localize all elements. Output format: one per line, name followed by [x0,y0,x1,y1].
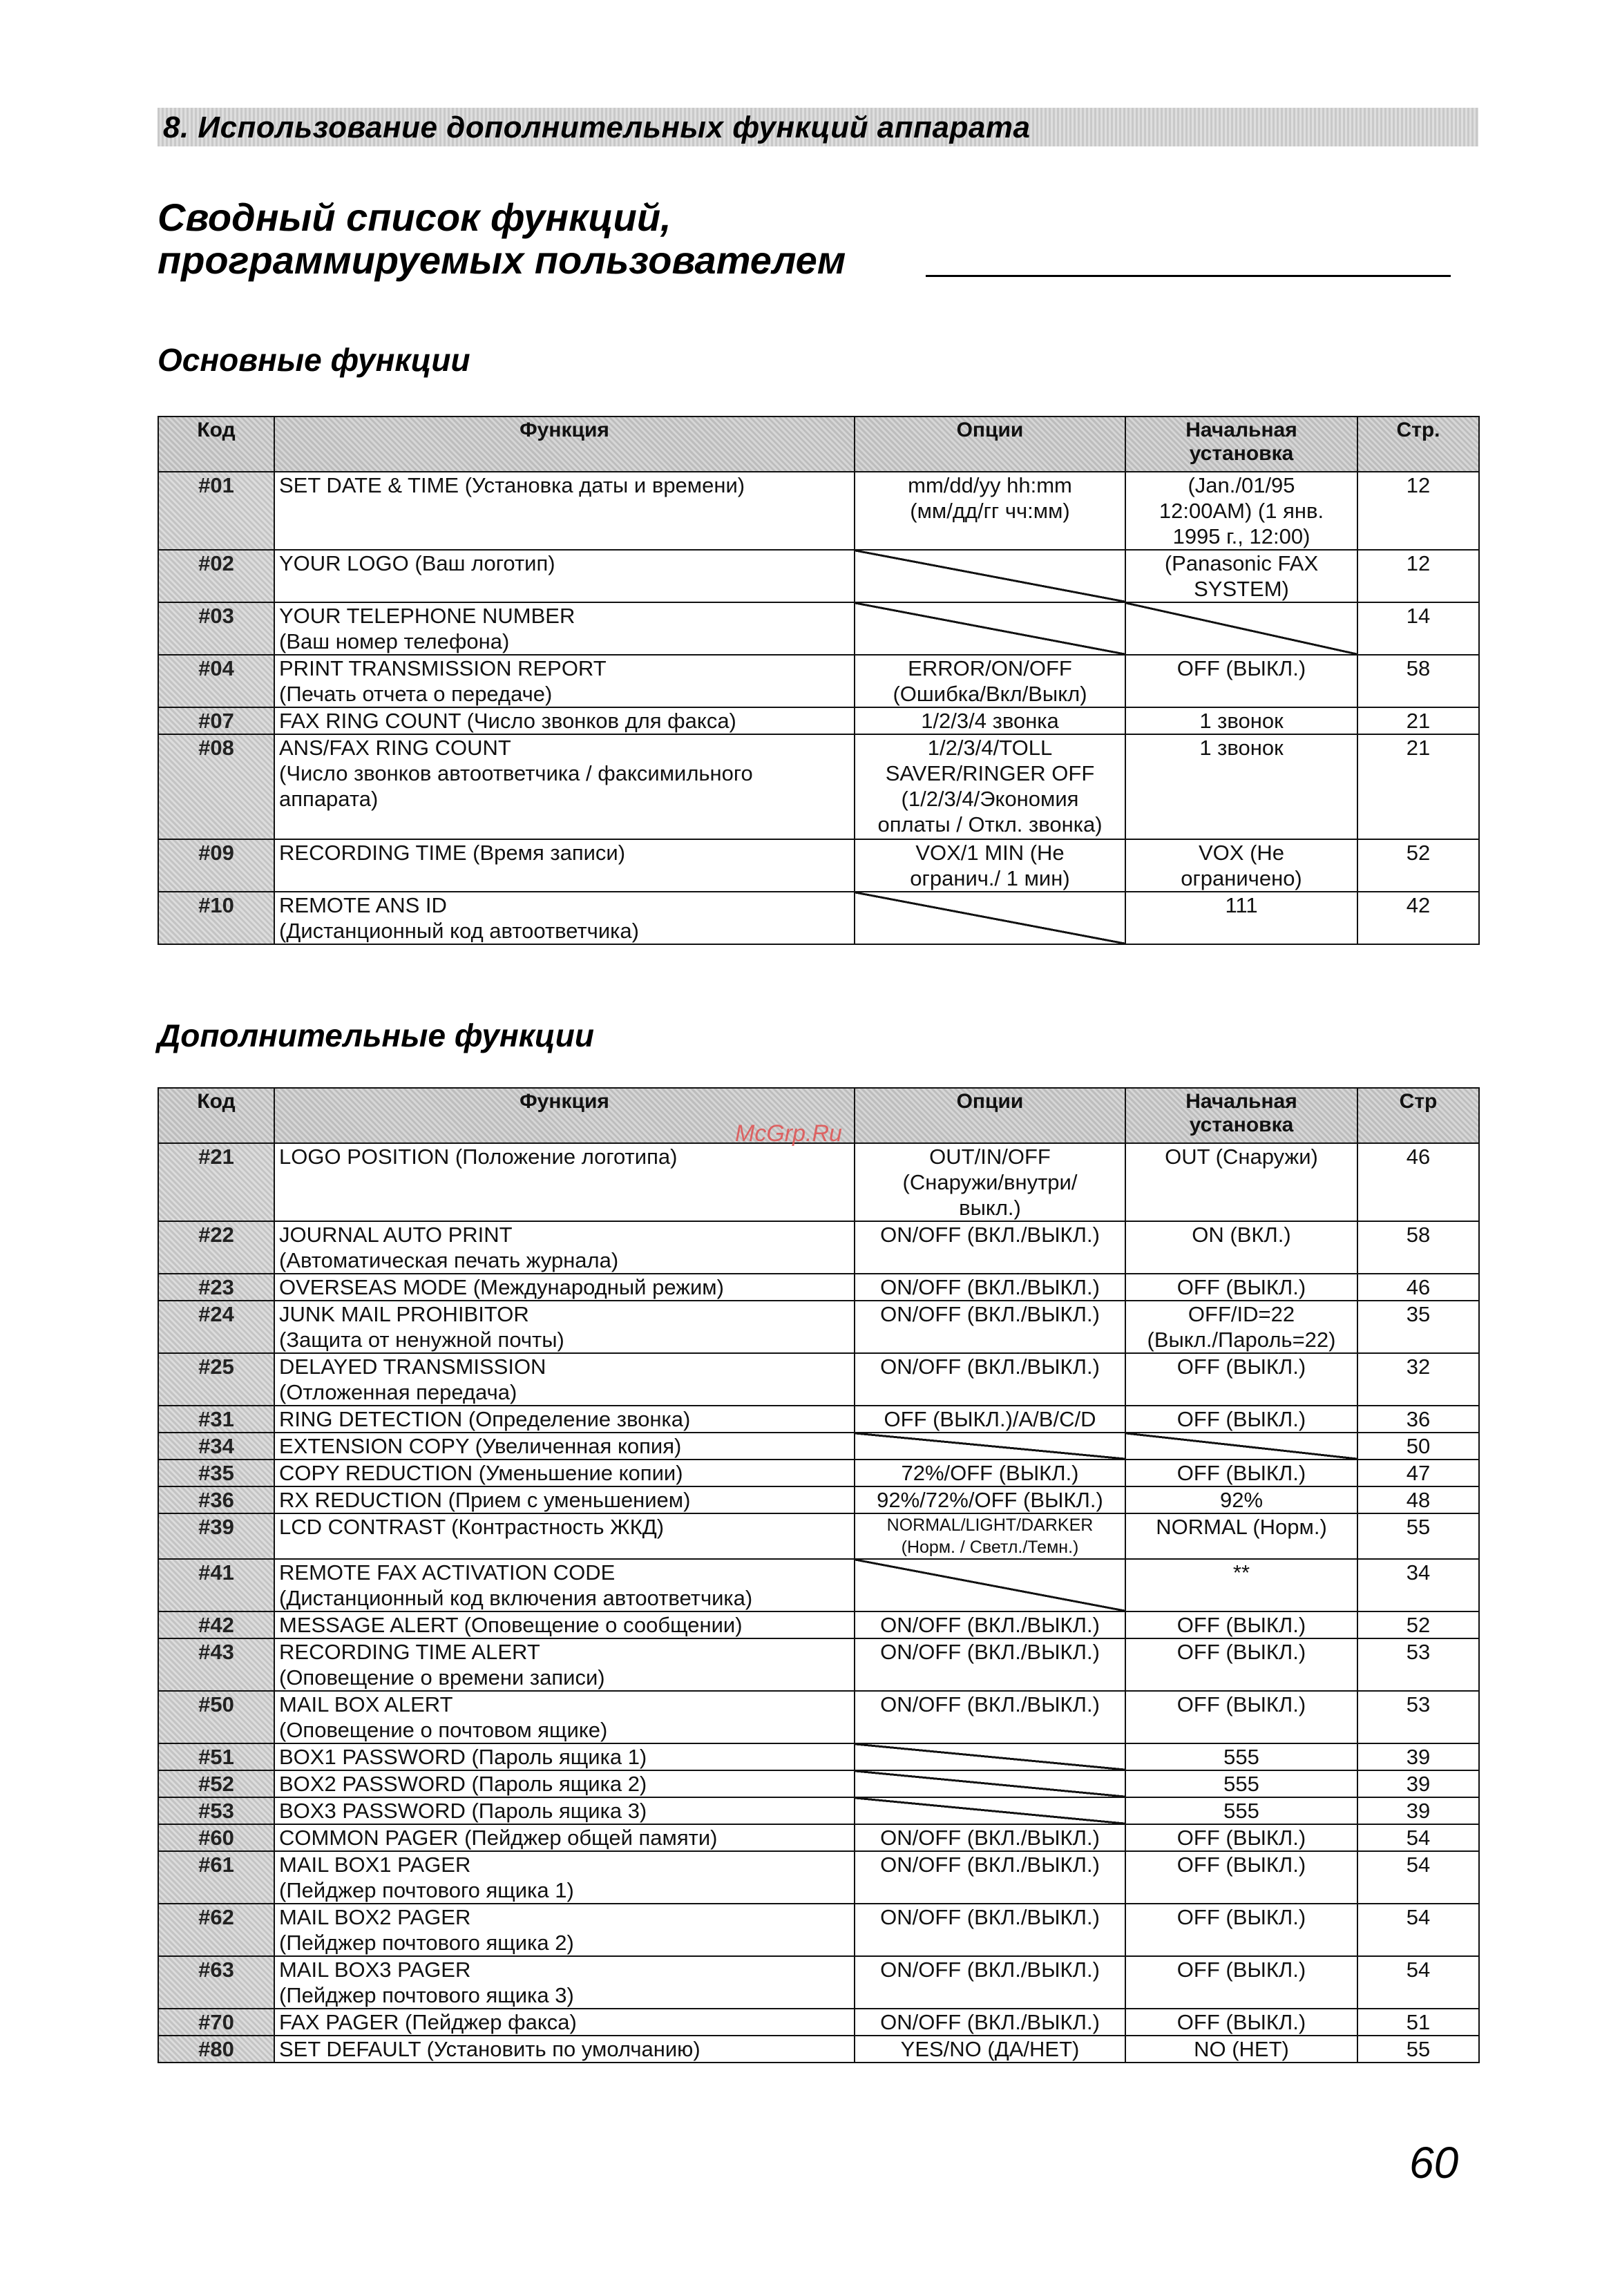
cell-code: #08 [158,734,274,839]
cell-pg: 12 [1357,550,1479,602]
cell-opt [855,602,1125,655]
cell-def: OFF (ВЫКЛ.) [1125,1904,1357,1956]
cell-code: #52 [158,1770,274,1797]
cell-func: SET DATE & TIME (Установка даты и времени) [274,472,855,550]
cell-func: FAX PAGER (Пейджер факса) [274,2009,855,2036]
cell-func: BOX2 PASSWORD (Пароль ящика 2) [274,1770,855,1797]
cell-code: #70 [158,2009,274,2036]
cell-def: OFF (ВЫКЛ.) [1125,1460,1357,1486]
cell-func: REMOTE ANS ID (Дистанционный код автоответчика) [274,892,855,944]
cell-code: #01 [158,472,274,550]
cell-pg: 58 [1357,655,1479,707]
cell-code: #61 [158,1851,274,1904]
extra-functions-heading: Дополнительные функции [158,1017,594,1053]
cell-opt: OUT/IN/OFF (Снаружи/внутри/ выкл.) [855,1143,1125,1221]
cell-opt: 1/2/3/4/TOLL SAVER/RINGER OFF (1/2/3/4/Экономия оплаты / Откл. звонка) [855,734,1125,839]
cell-def: 92% [1125,1486,1357,1513]
cell-func: MAIL BOX1 PAGER (Пейджер почтового ящика 1) [274,1851,855,1904]
cell-pg: 54 [1357,1904,1479,1956]
header-page: Стр [1357,1088,1479,1143]
cell-code: #25 [158,1353,274,1406]
table-row [158,1851,1479,1904]
cell-pg: 58 [1357,1221,1479,1274]
cell-code: #53 [158,1797,274,1824]
cell-pg: 54 [1357,1824,1479,1851]
cell-func: MAIL BOX ALERT (Оповещение о почтовом ящике) [274,1691,855,1743]
table-row [158,734,1479,839]
cell-code: #10 [158,892,274,944]
cell-pg: 55 [1357,1513,1479,1559]
cell-pg: 53 [1357,1691,1479,1743]
cell-def: (Panasonic FAX SYSTEM) [1125,550,1357,602]
cell-opt [855,1433,1125,1460]
cell-pg: 34 [1357,1559,1479,1611]
cell-func: EXTENSION COPY (Увеличенная копия) [274,1433,855,1460]
header-code: Код [158,417,274,472]
cell-opt: ON/OFF (ВКЛ./ВЫКЛ.) [855,1353,1125,1406]
cell-code: #23 [158,1274,274,1301]
cell-pg: 39 [1357,1797,1479,1824]
page-title-line2: программируемых пользователем [158,238,846,282]
cell-func: RECORDING TIME ALERT (Оповещение о времени записи) [274,1638,855,1691]
cell-pg: 48 [1357,1486,1479,1513]
table-row [158,2036,1479,2063]
extra-functions-table [158,1087,1480,2063]
cell-func: REMOTE FAX ACTIVATION CODE (Дистанционный код включения автоответчика) [274,1559,855,1611]
table-row [158,1797,1479,1824]
cell-pg: 32 [1357,1353,1479,1406]
cell-def: OFF (ВЫКЛ.) [1125,1851,1357,1904]
cell-def: ON (ВКЛ.) [1125,1221,1357,1274]
table-row [158,1460,1479,1486]
cell-pg: 39 [1357,1770,1479,1797]
cell-func: JUNK MAIL PROHIBITOR (Защита от ненужной почты) [274,1301,855,1353]
cell-def: NORMAL (Норм.) [1125,1513,1357,1559]
cell-code: #51 [158,1743,274,1770]
cell-pg: 14 [1357,602,1479,655]
cell-opt: ERROR/ON/OFF (Ошибка/Вкл/Выкл) [855,655,1125,707]
cell-pg: 46 [1357,1274,1479,1301]
cell-opt [855,1770,1125,1797]
cell-code: #02 [158,550,274,602]
cell-def: 555 [1125,1797,1357,1824]
cell-opt: OFF (ВЫКЛ.)/A/B/C/D [855,1406,1125,1433]
cell-code: #36 [158,1486,274,1513]
table-row [158,1301,1479,1353]
cell-func: RECORDING TIME (Время записи) [274,839,855,892]
table-row [158,655,1479,707]
cell-code: #35 [158,1460,274,1486]
table-row [158,1274,1479,1301]
cell-code: #80 [158,2036,274,2063]
cell-def: OFF (ВЫКЛ.) [1125,655,1357,707]
cell-func: DELAYED TRANSMISSION (Отложенная передача) [274,1353,855,1406]
cell-code: #04 [158,655,274,707]
table-row [158,1691,1479,1743]
table-row [158,550,1479,602]
cell-opt [855,892,1125,944]
cell-pg: 51 [1357,2009,1479,2036]
cell-pg: 35 [1357,1301,1479,1353]
watermark: McGrp.Ru [735,1120,842,1147]
cell-pg: 53 [1357,1638,1479,1691]
cell-def: OUT (Снаружи) [1125,1143,1357,1221]
cell-func: RX REDUCTION (Прием с уменьшением) [274,1486,855,1513]
table-row [158,1559,1479,1611]
cell-func: FAX RING COUNT (Число звонков для факса) [274,707,855,734]
basic-functions-table [158,416,1480,945]
cell-opt: 72%/OFF (ВЫКЛ.) [855,1460,1125,1486]
table-row [158,1770,1479,1797]
cell-code: #22 [158,1221,274,1274]
extra-table-body [158,1143,1479,2063]
cell-def: OFF (ВЫКЛ.) [1125,1956,1357,2009]
header-options: Опции [855,417,1125,472]
cell-func: JOURNAL AUTO PRINT (Автоматическая печать журнала) [274,1221,855,1274]
cell-func: YOUR TELEPHONE NUMBER (Ваш номер телефона) [274,602,855,655]
cell-code: #07 [158,707,274,734]
cell-def: NO (НЕТ) [1125,2036,1357,2063]
header-options: Опции [855,1088,1125,1143]
cell-code: #03 [158,602,274,655]
cell-opt: ON/OFF (ВКЛ./ВЫКЛ.) [855,1851,1125,1904]
header-default: Начальная установка [1125,417,1357,472]
table-row [158,892,1479,944]
cell-def: OFF (ВЫКЛ.) [1125,1353,1357,1406]
cell-code: #24 [158,1301,274,1353]
cell-pg: 36 [1357,1406,1479,1433]
cell-func: MAIL BOX2 PAGER (Пейджер почтового ящика 2) [274,1904,855,1956]
cell-func: YOUR LOGO (Ваш логотип) [274,550,855,602]
cell-def: OFF (ВЫКЛ.) [1125,1691,1357,1743]
cell-opt: ON/OFF (ВКЛ./ВЫКЛ.) [855,1301,1125,1353]
cell-opt: ON/OFF (ВКЛ./ВЫКЛ.) [855,1221,1125,1274]
cell-pg: 52 [1357,839,1479,892]
cell-pg: 52 [1357,1611,1479,1638]
cell-opt: mm/dd/yy hh:mm (мм/дд/гг чч:мм) [855,472,1125,550]
cell-code: #21 [158,1143,274,1221]
cell-opt [855,1743,1125,1770]
table-row [158,1143,1479,1221]
header-code: Код [158,1088,274,1143]
basic-functions-heading: Основные функции [158,342,470,378]
cell-code: #41 [158,1559,274,1611]
cell-pg: 46 [1357,1143,1479,1221]
cell-code: #60 [158,1824,274,1851]
cell-opt [855,550,1125,602]
cell-pg: 47 [1357,1460,1479,1486]
table-row [158,1486,1479,1513]
cell-code: #43 [158,1638,274,1691]
cell-pg: 54 [1357,1851,1479,1904]
cell-pg: 39 [1357,1743,1479,1770]
cell-code: #09 [158,839,274,892]
cell-func: ANS/FAX RING COUNT (Число звонков автоответчика / факсимильного аппарата) [274,734,855,839]
cell-func: LOGO POSITION (Положение логотипа) [274,1143,855,1221]
cell-pg: 42 [1357,892,1479,944]
cell-pg: 54 [1357,1956,1479,2009]
cell-opt: 92%/72%/OFF (ВЫКЛ.) [855,1486,1125,1513]
table-row [158,1221,1479,1274]
cell-opt: VOX/1 MIN (Не огранич./ 1 мин) [855,839,1125,892]
table-row [158,1406,1479,1433]
cell-def: OFF (ВЫКЛ.) [1125,1824,1357,1851]
cell-def [1125,602,1357,655]
table-row [158,839,1479,892]
basic-table-body [158,472,1479,944]
table-row [158,2009,1479,2036]
cell-func: SET DEFAULT (Установить по умолчанию) [274,2036,855,2063]
basic-table-header-row [158,417,1479,472]
table-row [158,1956,1479,2009]
cell-pg: 21 [1357,707,1479,734]
cell-pg: 21 [1357,734,1479,839]
cell-opt: ON/OFF (ВКЛ./ВЫКЛ.) [855,1956,1125,2009]
cell-opt: ON/OFF (ВКЛ./ВЫКЛ.) [855,1274,1125,1301]
title-rule [926,275,1451,277]
table-row [158,1513,1479,1559]
table-row [158,1638,1479,1691]
header-page: Стр. [1357,417,1479,472]
cell-func: PRINT TRANSMISSION REPORT (Печать отчета о передаче) [274,655,855,707]
cell-def: OFF (ВЫКЛ.) [1125,1638,1357,1691]
cell-pg: 12 [1357,472,1479,550]
table-row [158,1433,1479,1460]
cell-def: OFF/ID=22 (Выкл./Пароль=22) [1125,1301,1357,1353]
cell-def [1125,1433,1357,1460]
table-row [158,1353,1479,1406]
cell-code: #31 [158,1406,274,1433]
cell-func: BOX1 PASSWORD (Пароль ящика 1) [274,1743,855,1770]
cell-def: ** [1125,1559,1357,1611]
cell-opt [855,1797,1125,1824]
page-number: 60 [1409,2138,1459,2188]
table-row [158,1824,1479,1851]
cell-code: #50 [158,1691,274,1743]
header-function: Функция [274,417,855,472]
cell-opt: ON/OFF (ВКЛ./ВЫКЛ.) [855,2009,1125,2036]
cell-code: #34 [158,1433,274,1460]
cell-pg: 55 [1357,2036,1479,2063]
cell-func: MESSAGE ALERT (Оповещение о сообщении) [274,1611,855,1638]
cell-opt: 1/2/3/4 звонка [855,707,1125,734]
cell-def: 1 звонок [1125,707,1357,734]
table-row [158,602,1479,655]
cell-func: MAIL BOX3 PAGER (Пейджер почтового ящика 3) [274,1956,855,2009]
cell-func: BOX3 PASSWORD (Пароль ящика 3) [274,1797,855,1824]
cell-def: 555 [1125,1770,1357,1797]
cell-def: 555 [1125,1743,1357,1770]
table-row [158,472,1479,550]
cell-def: OFF (ВЫКЛ.) [1125,1611,1357,1638]
cell-func: COMMON PAGER (Пейджер общей памяти) [274,1824,855,1851]
cell-opt [855,1559,1125,1611]
table-row [158,1743,1479,1770]
table-row [158,1904,1479,1956]
cell-def: OFF (ВЫКЛ.) [1125,2009,1357,2036]
cell-opt: NORMAL/LIGHT/DARKER (Норм. / Светл./Темн.) [855,1513,1125,1559]
cell-code: #63 [158,1956,274,2009]
cell-def: OFF (ВЫКЛ.) [1125,1406,1357,1433]
cell-code: #62 [158,1904,274,1956]
cell-opt: ON/OFF (ВКЛ./ВЫКЛ.) [855,1824,1125,1851]
cell-opt: ON/OFF (ВКЛ./ВЫКЛ.) [855,1611,1125,1638]
cell-opt: ON/OFF (ВКЛ./ВЫКЛ.) [855,1691,1125,1743]
cell-func: OVERSEAS MODE (Международный режим) [274,1274,855,1301]
cell-code: #42 [158,1611,274,1638]
table-row [158,1611,1479,1638]
cell-pg: 50 [1357,1433,1479,1460]
section-header: 8. Использование дополнительных функций аппарата [163,111,1031,144]
section-header-bar [158,108,1478,146]
header-function: Функция [274,1088,855,1143]
cell-func: RING DETECTION (Определение звонка) [274,1406,855,1433]
cell-def: (Jan./01/95 12:00AM) (1 янв. 1995 г., 12:00) [1125,472,1357,550]
table-row [158,707,1479,734]
header-default: Начальная установка [1125,1088,1357,1143]
cell-code: #39 [158,1513,274,1559]
cell-opt: ON/OFF (ВКЛ./ВЫКЛ.) [855,1904,1125,1956]
cell-opt: YES/NO (ДА/НЕТ) [855,2036,1125,2063]
cell-def: VOX (Не ограничено) [1125,839,1357,892]
cell-def: 111 [1125,892,1357,944]
cell-def: OFF (ВЫКЛ.) [1125,1274,1357,1301]
cell-func: LCD CONTRAST (Контрастность ЖКД) [274,1513,855,1559]
cell-def: 1 звонок [1125,734,1357,839]
cell-func: COPY REDUCTION (Уменьшение копии) [274,1460,855,1486]
cell-opt: ON/OFF (ВКЛ./ВЫКЛ.) [855,1638,1125,1691]
page-title-line1: Сводный список функций, [158,195,671,239]
